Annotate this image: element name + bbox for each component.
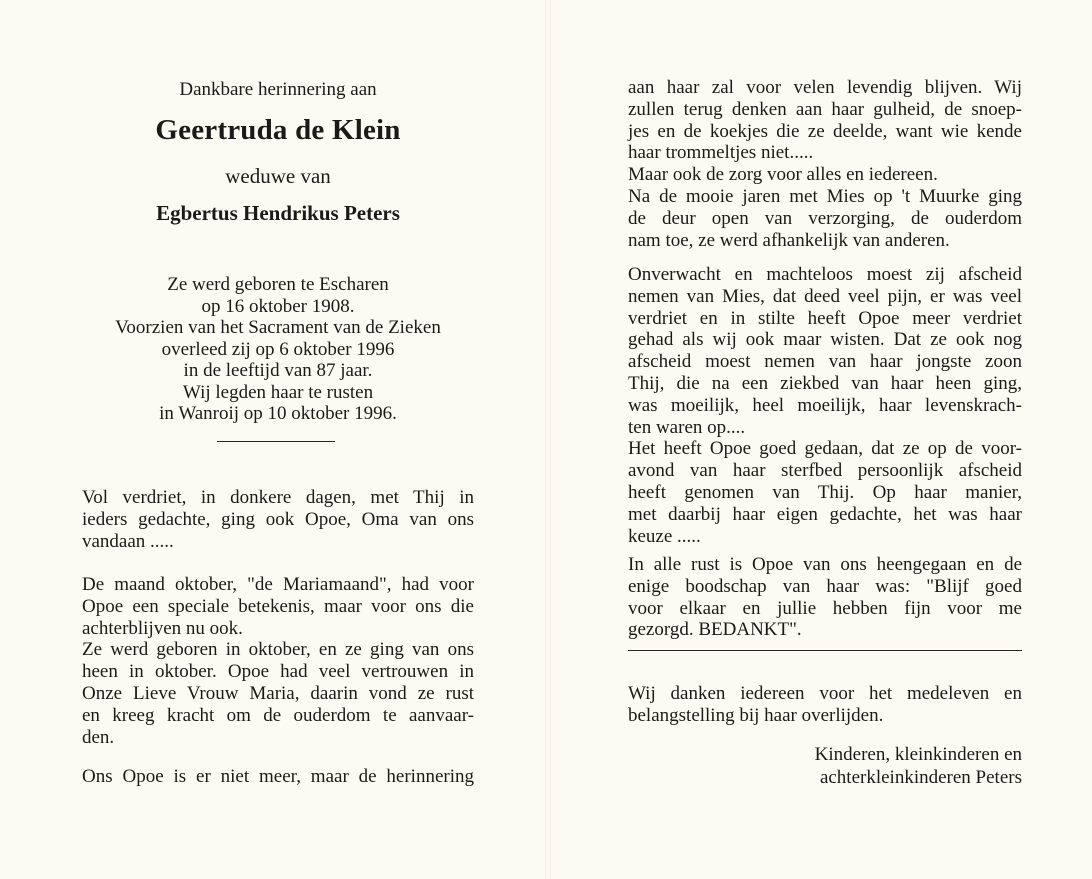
paragraph-thanks [628, 683, 1022, 727]
text-line: ieders gedachte, ging ook Opoe, Oma van ons [82, 508, 474, 530]
dates-line: Wij legden haar te rusten [182, 381, 374, 403]
paragraph-message [628, 554, 1022, 641]
text-line: was moeilijk, heel moeilijk, haar levenskrach- [628, 394, 1022, 416]
family-signature [628, 743, 1022, 789]
divider-rule [217, 441, 335, 442]
text-line: achterblijven nu ook. [82, 617, 243, 639]
husband-name: Egbertus Hendrikus Peters [156, 201, 400, 225]
dates-line: Voorzien van het Sacrament van de Zieken [115, 317, 441, 338]
paragraph-sorrow [82, 487, 474, 552]
dates-line: in Wanroij op 10 oktober 1996. [159, 403, 397, 424]
text-line: Na de mooie jaren met Mies op 't Muurke ging [628, 185, 1022, 207]
text-line: Ze werd geboren in oktober, en ze ging van ons [82, 639, 474, 661]
text-line: de deur open van verzorging, de ouderdom [628, 207, 1022, 229]
text-line: Thij, die na een ziekbed van haar heen ging, [628, 372, 1022, 394]
text-line: verdriet en in stilte heeft Opoe meer verdriet [628, 307, 1022, 329]
card-fold [545, 0, 551, 879]
text-line: gehad als wij ook maar wisten. Dat ze ook nog [628, 329, 1022, 351]
text-line: Onverwacht en machteloos moest zij afscheid [628, 264, 1022, 285]
text-line: Maar ook de zorg voor alles en iedereen. [628, 164, 938, 186]
text-line: den. [82, 726, 115, 748]
text-line: keuze ..... [628, 525, 701, 547]
dates-line: overleed zij op 6 oktober 1996 [161, 338, 395, 360]
text-line: Ons Opoe is er niet meer, maar de herinnering [82, 766, 474, 787]
text-line: Vol verdriet, in donkere dagen, met Thij in [82, 487, 474, 508]
text-line: nam toe, ze werd afhankelijk van anderen. [628, 229, 950, 251]
text-line: afscheid moest nemen van haar jongste zoon [628, 351, 1022, 373]
text-line: heen in oktober. Opoe had veel vertrouwen in [82, 661, 474, 683]
text-line: Onze Lieve Vrouw Maria, daarin vond ze rust [82, 682, 474, 704]
text-line: en kreeg kracht om de ouderdom te aanvaar- [82, 704, 474, 726]
text-line: nemen van Mies, dat deed veel pijn, er was veel [628, 285, 1022, 307]
life-dates [82, 274, 474, 425]
signature-line: Kinderen, kleinkinderen en [814, 744, 1022, 765]
widow-of-line: weduwe van [225, 164, 331, 188]
text-line: Het heeft Opoe goed gedaan, dat ze op de voor- [628, 438, 1022, 460]
text-line: avond van haar sterfbed persoonlijk afscheid [628, 460, 1022, 482]
text-line: De maand oktober, "de Mariamaand", had voor [82, 574, 474, 595]
text-line: ten waren op.... [628, 416, 746, 438]
text-line: In alle rust is Opoe van ons heengegaan en de [628, 554, 1022, 575]
text-line: haar trommeltjes niet..... [628, 142, 814, 164]
text-line: jes en de koekjes die ze deelde, want wie kende [628, 120, 1022, 142]
deceased-name: Geertruda de Klein [155, 114, 401, 146]
text-line: met daarbij haar eigen gedachte, het was haar [628, 503, 1022, 525]
intro-line: Dankbare herinnering aan [179, 79, 377, 100]
text-line: Wij danken iedereen voor het medeleven en [628, 683, 1022, 704]
paragraph-generosity [628, 77, 1022, 251]
text-line: aan haar zal voor velen levendig blijven. Wij [628, 77, 1022, 98]
text-line: gezorgd. BEDANKT". [628, 619, 802, 641]
text-line: zullen terug denken aan haar gulheid, de snoep- [628, 98, 1022, 120]
paragraph-october [82, 574, 474, 748]
text-line: belangstelling bij haar overlijden. [628, 704, 884, 726]
text-line: Opoe een speciale betekenis, maar voor ons die [82, 595, 474, 617]
signature-line: achterkleinkinderen Peters [819, 767, 1022, 788]
text-line: voor elkaar en jullie hebben fijn voor me [628, 597, 1022, 619]
text-line: enige boodschap van haar was: "Blijf goed [628, 575, 1022, 597]
dates-line: Ze werd geboren te Escharen [167, 274, 389, 295]
text-line: vandaan ..... [82, 530, 174, 552]
dates-line: op 16 oktober 1908. [201, 295, 355, 317]
divider-rule [628, 650, 1022, 651]
paragraph-farewell [628, 264, 1022, 547]
text-line: heeft genomen van Thij. Op haar manier, [628, 481, 1022, 503]
paragraph-memory [82, 766, 474, 788]
dates-line: in de leeftijd van 87 jaar. [183, 360, 373, 381]
